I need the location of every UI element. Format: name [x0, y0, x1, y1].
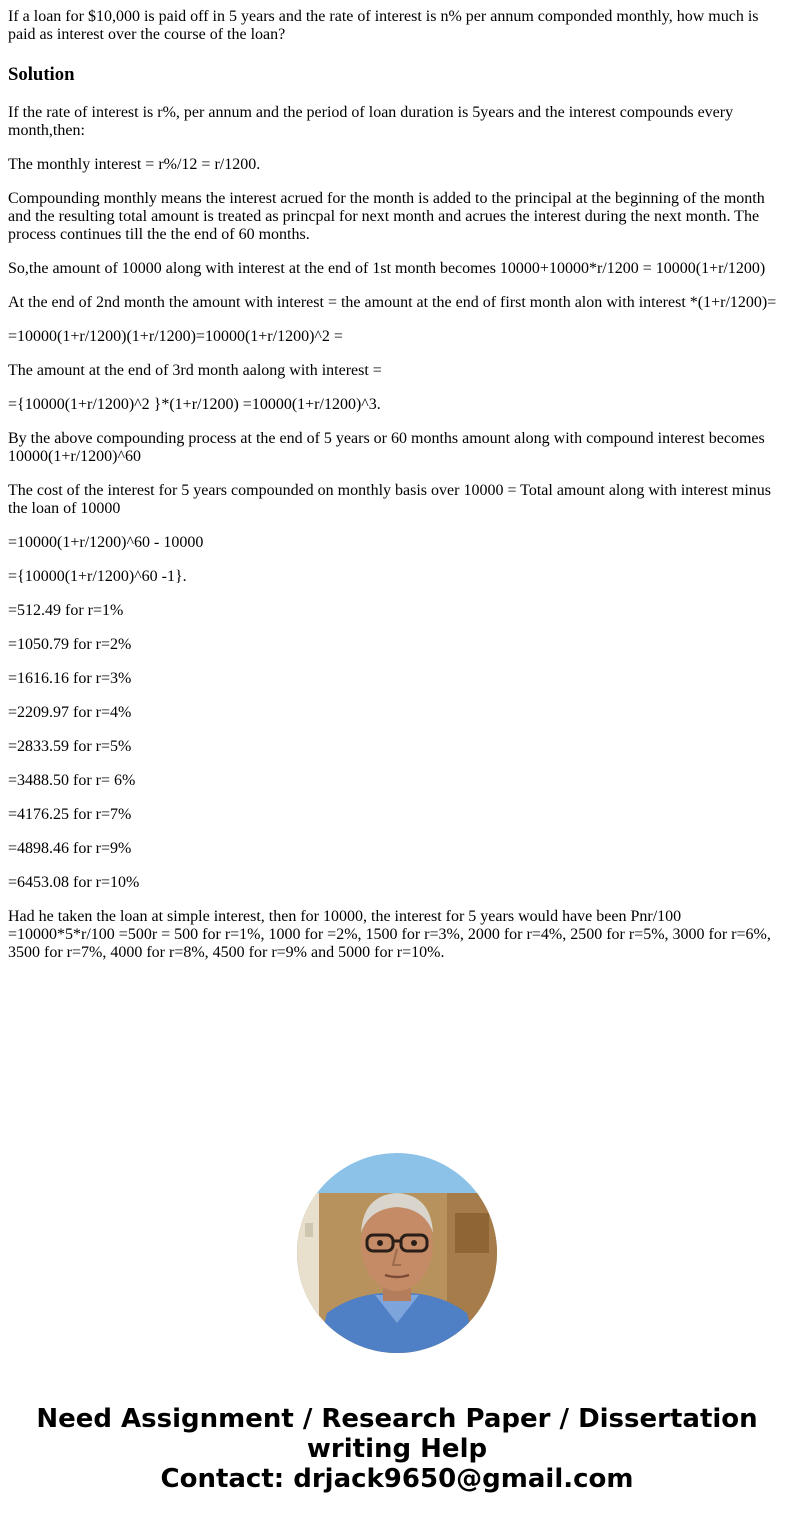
- answer-paragraph: Compounding monthly means the interest acrued for the month is added to the principal at the beginning of the month and the resulting total amount is treated as princpal for next month and acrues the interest during the next month. The process continues till the the end of 60 months.: [8, 190, 765, 243]
- answer-paragraph: The amount at the end of 3rd month aalong with interest =: [8, 362, 382, 379]
- footer-line-1: Need Assignment / Research Paper / Dissertation: [36, 1404, 758, 1434]
- answer-paragraph: So,the amount of 10000 along with interest at the end of 1st month becomes 10000+10000*r/1200 = 10000(1+r/1200): [8, 260, 766, 277]
- result-line-r5: =2833.59 for r=5%: [8, 738, 132, 755]
- result-line-r3: =1616.16 for r=3%: [8, 670, 132, 687]
- result-line-r6: =3488.50 for r= 6%: [8, 772, 136, 789]
- answer-paragraph: =10000(1+r/1200)(1+r/1200)=10000(1+r/1200)^2 =: [8, 328, 343, 345]
- author-portrait-image: [297, 1153, 497, 1353]
- footer-contact-email: Contact: drjack9650@gmail.com: [160, 1464, 634, 1494]
- answer-paragraph: At the end of 2nd month the amount with interest = the amount at the end of first month alon with interest *(1+r/1200)=: [8, 294, 777, 311]
- result-line-r10: =6453.08 for r=10%: [8, 874, 140, 891]
- solution-heading: Solution: [8, 64, 75, 85]
- footer-contact-banner: [0, 1404, 794, 1494]
- result-line-r7: =4176.25 for r=7%: [8, 806, 132, 823]
- result-line-r2: =1050.79 for r=2%: [8, 636, 132, 653]
- answer-paragraph: The cost of the interest for 5 years compounded on monthly basis over 10000 = Total amount along with interest minus the loan of 10000: [8, 482, 772, 517]
- answer-section: [8, 104, 780, 962]
- answer-paragraph: Had he taken the loan at simple interest, then for 10000, the interest for 5 years would have been Pnr/100 =10000*5*r/100 =500r = 500 for r=1%, 1000 for =2%, 1500 for r=3%, 2000 for r=4%, 2500 for r=5%, 3000 for r=6%, 3500 for r=7%, 4000 for r=8%, 4500 for r=9% and 5000 for r=10%.: [8, 908, 771, 961]
- result-line-r9: =4898.46 for r=9%: [8, 840, 132, 857]
- answer-paragraph: ={10000(1+r/1200)^2 }*(1+r/1200) =10000(1+r/1200)^3.: [8, 396, 381, 413]
- answer-paragraph: =10000(1+r/1200)^60 - 10000: [8, 534, 204, 551]
- result-line-r4: =2209.97 for r=4%: [8, 704, 132, 721]
- answer-paragraph: By the above compounding process at the end of 5 years or 60 months amount along with compound interest becomes 10000(1+r/1200)^60: [8, 430, 765, 465]
- document-body: [8, 8, 780, 978]
- footer-line-2: writing Help: [306, 1434, 488, 1464]
- result-line-r1: =512.49 for r=1%: [8, 602, 124, 619]
- answer-paragraph: ={10000(1+r/1200)^60 -1}.: [8, 568, 187, 585]
- answer-paragraph: If the rate of interest is r%, per annum and the period of loan duration is 5years and the interest compounds every month,then:: [8, 104, 734, 139]
- author-avatar: [297, 1153, 497, 1353]
- answer-paragraph: The monthly interest = r%/12 = r/1200.: [8, 156, 261, 173]
- question-text: If a loan for $10,000 is paid off in 5 years and the rate of interest is n% per annum componded monthly, how much is paid as interest over the course of the loan?: [8, 8, 759, 43]
